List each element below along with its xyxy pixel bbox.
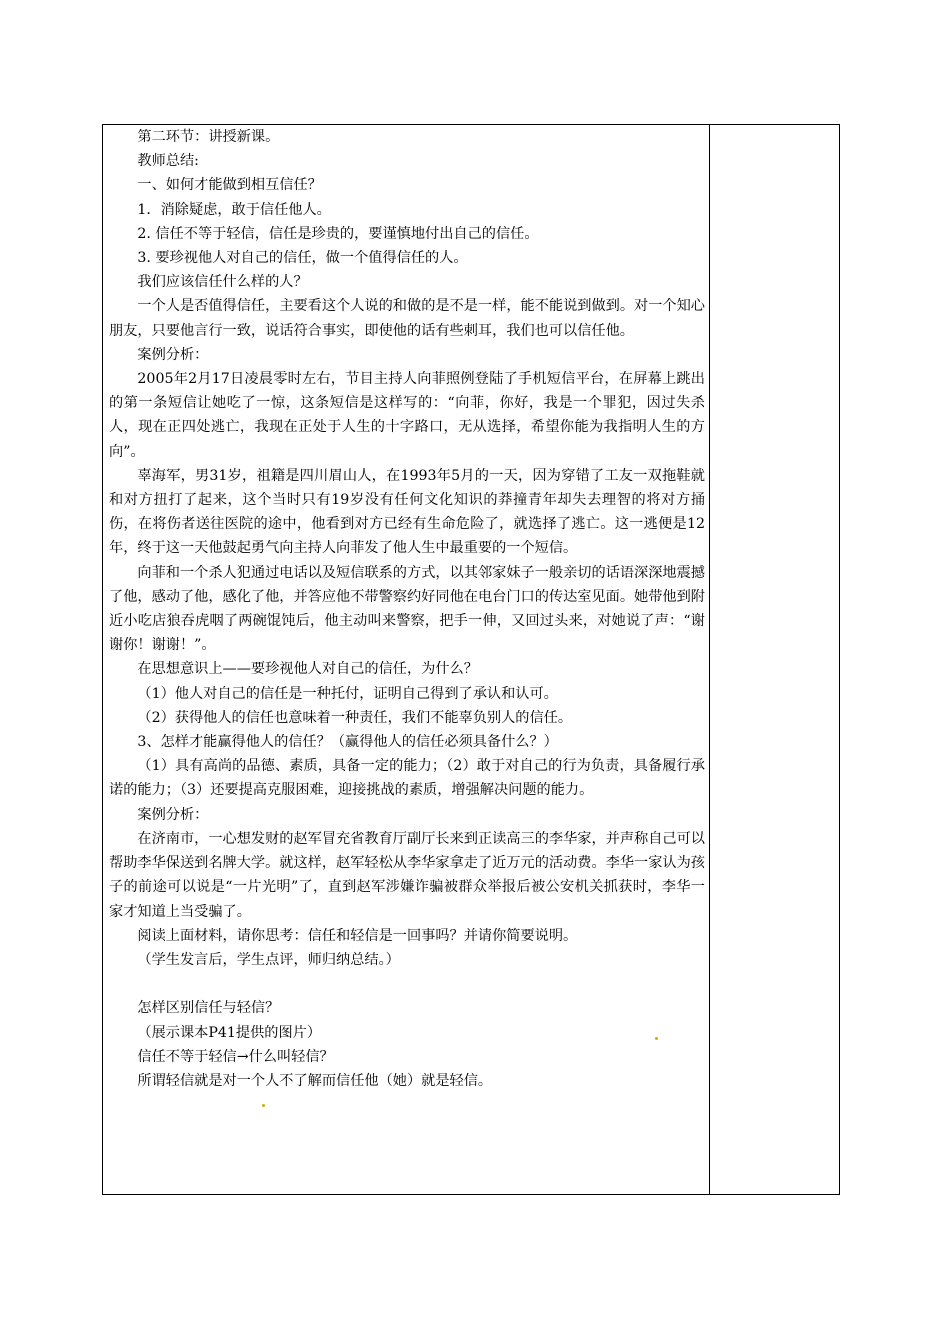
earn-trust-answer: （1）具有高尚的品德、素质，具备一定的能力；（2）敢于对自己的行为负责，具备履行承诺的能力；（3）还要提高克服困难，迎接挑战的素质，增强解决问题的能力。	[109, 758, 705, 799]
blank-line	[109, 972, 705, 996]
ideology-heading: 在思想意识上——要珍视他人对自己的信任，为什么？	[137, 661, 478, 678]
reflection-question: 阅读上面材料，请你思考：信任和轻信是一回事吗？并请你简要说明。	[137, 927, 578, 944]
reason-2: （2）获得他人的信任也意味着一种责任，我们不能辜负别人的信任。	[137, 709, 573, 726]
lesson-content-cell	[109, 125, 705, 1093]
credulity-question: 信任不等于轻信→什么叫轻信？	[137, 1048, 334, 1065]
credulity-definition: 所谓轻信就是对一个人不了解而信任他（她）就是轻信。	[137, 1072, 493, 1089]
case-paragraph-4: 在济南市，一心想发财的赵军冒充省教育厅副厅长来到正读高三的李华家，并声称自己可以帮助李华保送到名牌大学。就这样，赵军轻松从李华家拿走了近万元的活动费。李华一家认为孩子的前途可以说是“一片光明”了，直到赵军涉嫌诈骗被群众举报后被公安机关抓获时，李华一家才知道上当受骗了。	[109, 830, 705, 920]
distinguish-question: 怎样区别信任与轻信？	[137, 1000, 280, 1017]
question-whom-to-trust: 我们应该信任什么样的人？	[137, 274, 308, 291]
question-heading: 一、如何才能做到相互信任？	[137, 177, 322, 194]
point-3: 3. 要珍视他人对自己的信任，做一个值得信任的人。	[137, 250, 468, 267]
speck-mark	[655, 1037, 658, 1040]
case-analysis-label-2: 案例分析：	[137, 806, 209, 823]
case-analysis-label: 案例分析：	[137, 346, 209, 363]
earn-trust-heading: 3、怎样才能赢得他人的信任？（赢得他人的信任必须具备什么？）	[137, 734, 558, 751]
discussion-note: （学生发言后，学生点评，师归纳总结。）	[137, 951, 400, 968]
point-1: 1．消除疑虑，敢于信任他人。	[137, 201, 331, 218]
point-2: 2. 信任不等于轻信，信任是珍贵的，要谨慎地付出自己的信任。	[137, 225, 539, 242]
notes-column	[711, 125, 839, 1194]
reason-1: （1）他人对自己的信任是一种托付，证明自己得到了承认和认可。	[137, 685, 558, 702]
trust-explanation: 一个人是否值得信任，主要看这个人说的和做的是不是一样，能不能说到做到。对一个知心朋友，只要他言行一致，说话符合事实，即使他的话有些刺耳，我们也可以信任他。	[109, 298, 705, 339]
section-heading: 第二环节：讲授新课。	[137, 129, 280, 145]
teacher-summary-label: 教师总结:	[137, 153, 199, 170]
case-paragraph-1: 2005年2月17日凌晨零时左右，节目主持人向菲照例登陆了手机短信平台，在屏幕上跳出的第一条短信让她吃了一惊，这条短信是这样写的：“向菲，你好，我是一个罪犯，因过失杀人，现在正四处逃亡，我现在正处于人生的十字路口，无从选择，希望你能为我指明人生的方向”。	[109, 371, 705, 460]
case-paragraph-3: 向菲和一个杀人犯通过电话以及短信联系的方式，以其邻家妹子一般亲切的话语深深地震撼了他，感动了他，感化了他，并答应他不带警察约好同他在电台门口的传达室见面。她带他到附近小吃店狼吞虎咽了两碗馄饨后，他主动叫来警察，把手一伸，又回过头来，对她说了声：“谢谢你！谢谢！”。	[109, 564, 705, 654]
case-paragraph-2: 辜海军，男31岁，祖籍是四川眉山人，在1993年5月的一天，因为穿错了工友一双拖鞋就和对方扭打了起来，这个当时只有19岁没有任何文化知识的莽撞青年却失去理智的将对方捅伤，在将伤者送往医院的途中，他看到对方已经有生命危险了，就选择了逃亡。这一逃便是12年，终于这一天他鼓起勇气向主持人向菲发了他人生中最重要的一个短信。	[109, 467, 705, 557]
column-divider	[709, 125, 710, 1194]
speck-mark	[262, 1104, 265, 1107]
textbook-note: （展示课本P41提供的图片）	[137, 1024, 322, 1041]
lesson-table	[102, 124, 840, 1195]
